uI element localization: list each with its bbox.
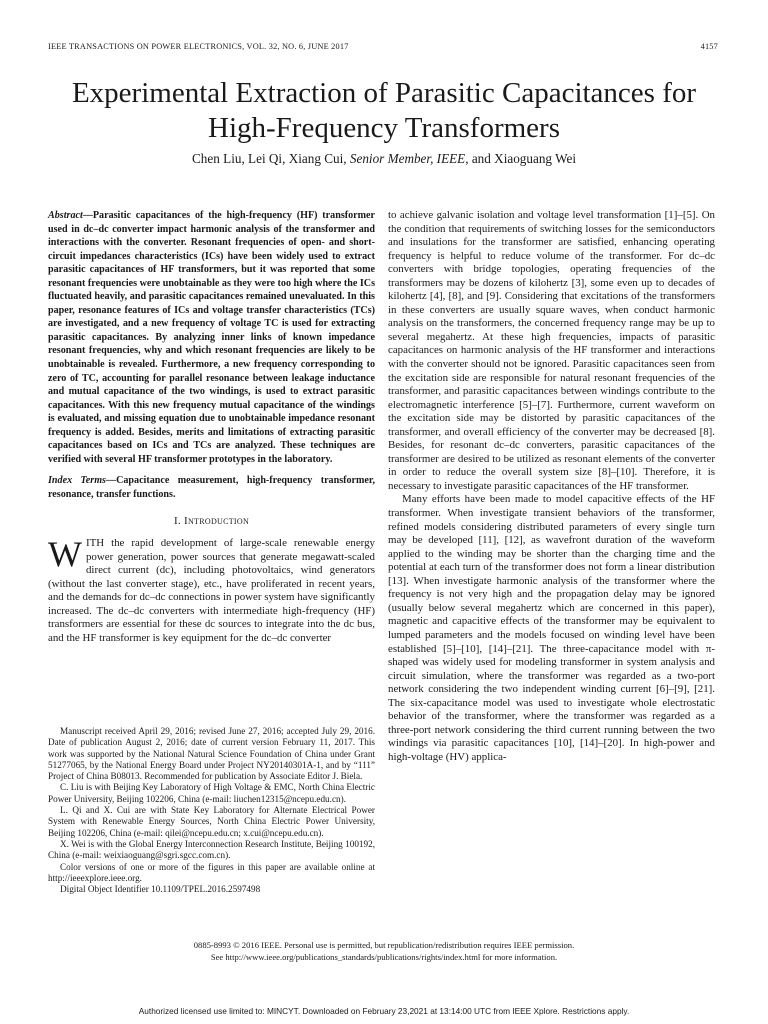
footnote-author-wei: X. Wei is with the Global Energy Interconnection Research Institute, Beijing 100192, China (e-mail: weixiaoguang@sgri.sgcc.com.cn). (48, 838, 375, 861)
abstract-text: —Parasitic capacitances of the high-frequency (HF) transformer used in dc–dc converter impact harmonic analysis of the transformer and interactions with the converter. Resonant frequencies of open- and short-circuit impedances characteristics (ICs) have been widely used to extract parasitic capacitances of HF transformers, but it was reported that some resonant frequencies were unobtainable as they were too high where the ICs fluctuated heavily, and parasitic capacitances remained unevaluated. In this paper, resonance features of ICs and voltage transfer characteristics (TCs) are investigated, and a new frequency of voltage TC is used for extracting parasitic capacitances. By analyzing inner links of known impedance resonant frequencies, why and which resonant frequencies are likely to be unobtainable is revealed. Furthermore, a new frequency corresponding to zero of TC, accounting for parallel resonance between leakage inductance and mutual capacitance of the two windings, is used to extract parasitic capacitances. With this new frequency mutual capacitance of the windings is evaluated, and missing equation due to unobtainable impedance resonant frequency is added. Besides, merits and limitations of extracting parasitic capacitances based on ICs and TCs are analyzed. These techniques are verified with several HF transformer prototypes in the laboratory. (48, 210, 375, 465)
authors-part1: Chen Liu, Lei Qi, Xiang Cui, (192, 151, 350, 166)
author-affiliation: Senior Member, IEEE (349, 151, 466, 166)
running-head (48, 42, 718, 51)
footnote-author-qi-cui: L. Qi and X. Cui are with State Key Laboratory for Alternate Electrical Power System with Renewable Energy Sources, North China Electric Power University, Beijing 102206, China (e-mail: qilei@ncepu.edu.cn; x.cui@ncepu.edu.cn). (48, 805, 375, 838)
section-heading-introduction (48, 515, 375, 529)
abstract (48, 209, 375, 466)
footnote-manuscript: Manuscript received April 29, 2016; revised June 27, 2016; accepted July 29, 2016. Date of publication August 2, 2016; date of current version February 11, 2017. This work was supported by the National Natural Science Foundation of China under Grant 51277065, by the National Energy Board under Project NY20140301A-1, and by “111” Project of China B08013. Recommended for publication by Associate Editor J. Biela. (48, 726, 375, 782)
right-column (388, 209, 715, 764)
index-terms (48, 474, 375, 501)
section-title: Introduction (184, 515, 250, 528)
authors-part2: , and Xiaoguang Wei (465, 151, 576, 166)
footnotes (48, 726, 375, 895)
license-notice: Authorized licensed use limited to: MINCYT. Downloaded on February 23,2021 at 13:14:00 UTC from IEEE Xplore. Restrictions apply. (138, 1006, 630, 1016)
copyright-line-2: See http://www.ieee.org/publications_standards/publications/rights/index.html for more information. (210, 951, 558, 962)
index-terms-text: —Capacitance measurement, high-frequency transformer, resonance, transfer functions. (48, 475, 375, 500)
copyright-notice (40, 940, 728, 963)
body-paragraph-2: Many efforts have been made to model capacitive effects of the HF transformer. When investigate transient behaviors of the transformer, refined models considering distributed parameters of every single turn may be developed [11], [12], as wavefront duration of the waveform applied to the winding may be shorter than the charging time and the potential at each turn of the transformer does not form a linear distribution [13]. When investigate harmonic analysis of the transformer where the frequency is not very high and the propagation delay may be ignored (usually below several megahertz which are concerned in this paper), magnetic and capacitive effects of the transformer may be equivalent to lumped parameters and the models focused on winding level have been established [5]–[10], [14]–[21]. The three-capacitance model with π-shaped was widely used for modeling transformer in system analysis and circuit simulation, where the transformer was regarded as a two-port network considering the two independent winding current [6]–[9], [21]. The six-capacitance model was used to investigate whole electrostatic behavior of the transformer, where the transformer was regarded as a three-port network considering the third current running between the two windings via parasitic capacitances [10], [14]–[20]. In high-power and high-voltage (HV) applica- (388, 493, 715, 763)
intro-text: ITH the rapid development of large-scale renewable energy power generation, power sources that generate megawatt-scaled direct current (dc), including photovoltaics, wind generators (without the last converter stage), etc., have proliferated in recent years, and the demands for dc–dc connections in power system have significantly increased. The dc–dc converters with intermediate high-frequency (HF) transformers are essential for these dc sources to integrate into the dc bus, and the HF transformer is key equipment for the dc–dc converter (48, 537, 375, 644)
author-list (40, 151, 728, 167)
footnote-author-liu: C. Liu is with Beijing Key Laboratory of High Voltage & EMC, North China Electric Power University, Beijing 102206, China (e-mail: liuchen12315@ncepu.edu.cn). (48, 782, 375, 804)
drop-cap: W (48, 534, 82, 575)
journal-citation: IEEE TRANSACTIONS ON POWER ELECTRONICS, VOL. 32, NO. 6, JUNE 2017 (48, 42, 349, 51)
left-column (48, 209, 375, 645)
paper-title: Experimental Extraction of Parasitic Capacitances for High-Frequency Transformers (71, 77, 697, 144)
abstract-lead: Abstract (48, 210, 83, 221)
section-number: I. (173, 515, 185, 528)
body-paragraph-1: to achieve galvanic isolation and voltage level transformation [1]–[5]. On the condition that requirements of switching losses for the semiconductors and insulations for the transformer are satisfied, enhancing operating frequency is helpful to reduce volume of the transformer. For dc–dc converters with bridge topologies, operating frequencies of the transformers may be dozens of kilohertz [3], some even up to decades of kilohertz [4], [8], and [9]. Considering that excitations of the transformers in these converters are usually square waves, when conduct harmonic analysis on the transformers, the concerned frequency range may be up to several megahertz. At these high frequencies, impacts of parasitic capacitances on harmonic analysis of the HF transformer and interactions with the converter should not be ignored. Parasitic capacitances seen from the excitation side are responsible for natural resonant frequencies of the transformer, and parasitic capacitances between windings contribute to the electromagnetic interference [5]–[7]. Furthermore, current waveform on the excitation side may be distorted by parasitic capacitances of the transformer, and overall efficiency of the converter may be decreased [8]. Besides, for resonant dc–dc converters, parasitic capacitances of the transformer are desired to be utilized as resonant elements of the converter in order to reduce the overall system size [8]–[10]. Therefore, it is necessary to investigate parasitic capacitances of the HF transformer. (388, 209, 715, 492)
intro-paragraph (48, 534, 375, 645)
page-number: 4157 (700, 42, 718, 51)
footnote-color-versions: Color versions of one or more of the figures in this paper are available online at http://ieeexplore.ieee.org. (48, 861, 375, 883)
footnote-doi: Digital Object Identifier 10.1109/TPEL.2016.2597498 (60, 884, 261, 895)
index-terms-lead: Index Terms (48, 475, 106, 487)
copyright-line-1: 0885-8993 © 2016 IEEE. Personal use is permitted, but republication/redistribution requires IEEE permission. (193, 940, 575, 950)
